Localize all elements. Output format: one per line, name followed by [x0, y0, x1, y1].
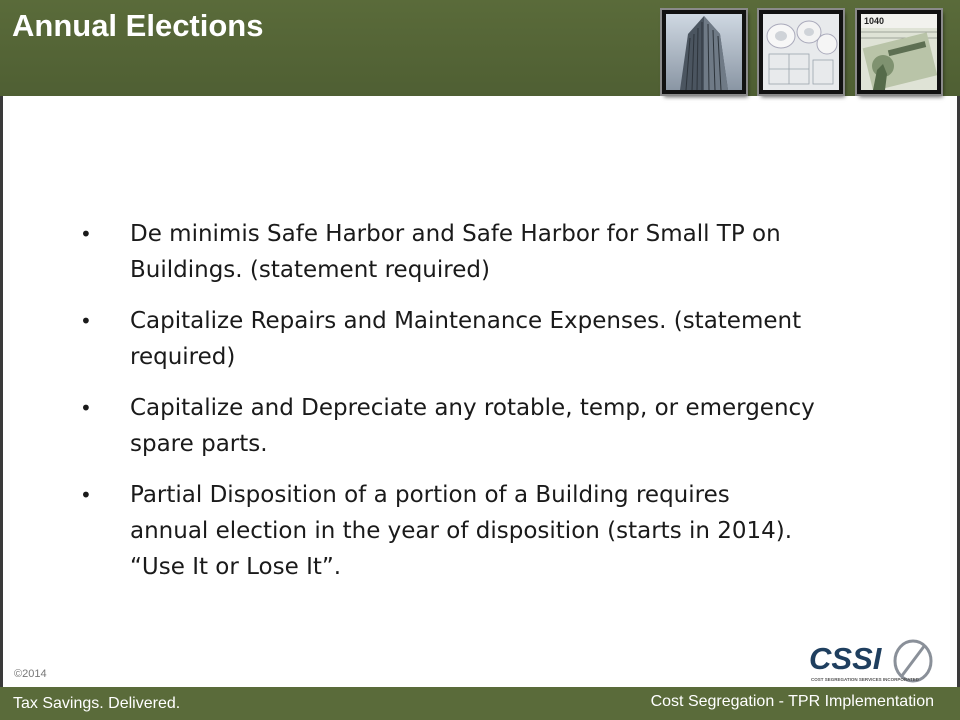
- bullet-item: [80, 303, 900, 375]
- slide-header: [0, 0, 960, 96]
- bullet-text-line: spare parts.: [130, 431, 268, 457]
- bullet-text-line: Partial Disposition of a portion of a Building requires: [130, 482, 730, 508]
- copyright-notice: ©2014: [14, 668, 47, 680]
- bullet-marker: •: [80, 309, 92, 333]
- slide-footer: [0, 687, 960, 720]
- bullet-marker: •: [80, 396, 92, 420]
- bullet-item: [80, 216, 900, 288]
- bullet-item: [80, 477, 900, 585]
- skyscraper-photo-icon: [662, 10, 746, 94]
- slide-title: Annual Elections: [12, 8, 264, 43]
- bullet-text-line: “Use It or Lose It”.: [130, 554, 342, 580]
- bullet-text-line: required): [130, 344, 236, 370]
- blueprints-photo-icon: [759, 10, 843, 94]
- tax-form-photo-icon: [857, 10, 941, 94]
- svg-text:1040: 1040: [864, 16, 885, 26]
- footer-title: Cost Segregation - TPR Implementation: [650, 693, 934, 710]
- footer-tagline: Tax Savings. Delivered.: [13, 695, 181, 712]
- bullet-item: [80, 390, 900, 462]
- bullet-text-line: Capitalize Repairs and Maintenance Expenses. (statement: [130, 308, 802, 334]
- logo-subtext: COST SEGREGATION SERVICES INCORPORATED: [811, 677, 920, 682]
- bullet-list: [80, 216, 900, 600]
- cssi-logo: [807, 637, 937, 687]
- bullet-marker: •: [80, 222, 92, 246]
- bullet-text-line: De minimis Safe Harbor and Safe Harbor for Small TP on: [130, 221, 781, 247]
- bullet-text-line: Capitalize and Depreciate any rotable, temp, or emergency: [130, 395, 815, 421]
- logo-text: CSSI: [809, 641, 882, 676]
- bullet-marker: •: [80, 483, 92, 507]
- bullet-text-line: annual election in the year of disposition (starts in 2014).: [130, 518, 793, 544]
- bullet-text-line: Buildings. (statement required): [130, 257, 490, 283]
